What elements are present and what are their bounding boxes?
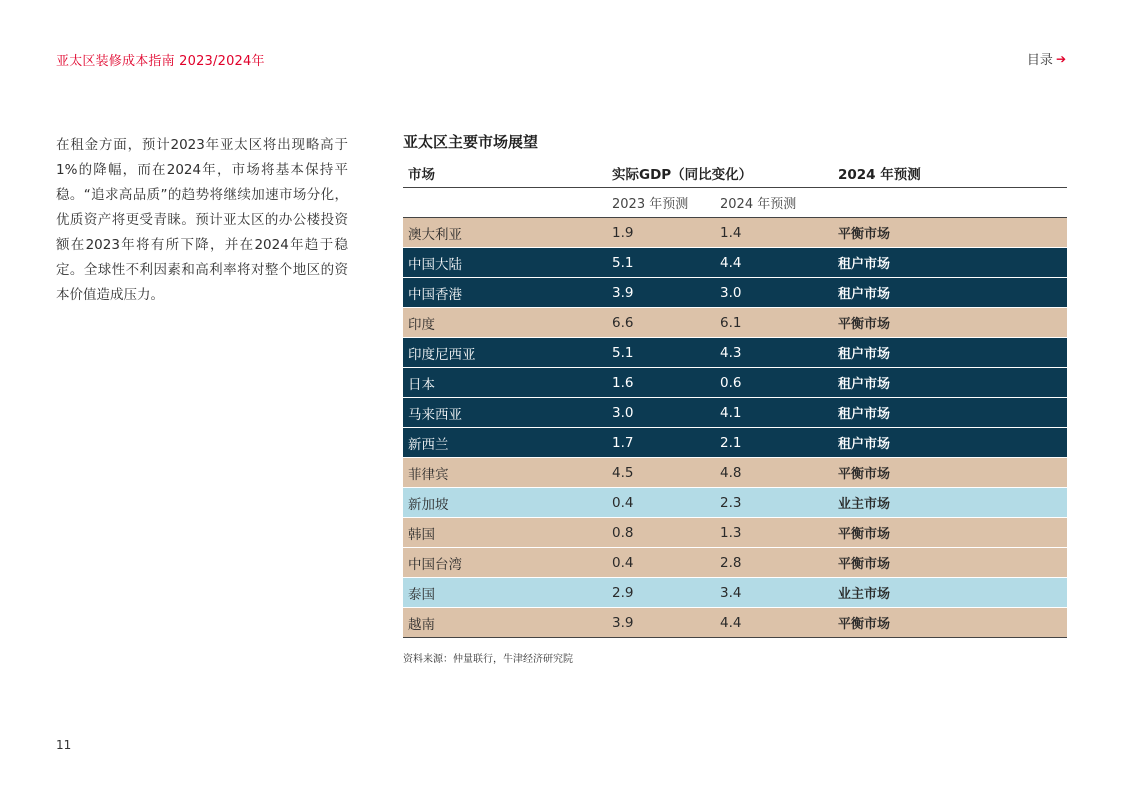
gdp-2023-cell: 1.9	[612, 224, 634, 241]
gdp-2023-cell: 1.7	[612, 434, 634, 451]
table-row	[403, 278, 1067, 308]
gdp-2023-cell: 3.9	[612, 284, 634, 301]
market-cell: 中国大陆	[408, 256, 462, 273]
table-body	[403, 218, 1067, 638]
source-note: 资料来源：仲量联行，牛津经济研究院	[403, 654, 573, 665]
table-row	[403, 338, 1067, 368]
gdp-2023-cell: 3.0	[612, 404, 634, 421]
gdp-2023-cell: 0.8	[612, 524, 634, 541]
market-cell: 新加坡	[408, 496, 449, 513]
table-row	[403, 518, 1067, 548]
header-forecast-2024: 2024 年预测	[838, 166, 921, 183]
table-row	[403, 398, 1067, 428]
table-row	[403, 218, 1067, 248]
table-row	[403, 308, 1067, 338]
gdp-2024-cell: 4.4	[720, 254, 742, 271]
gdp-2024-cell: 3.0	[720, 284, 742, 301]
table-row	[403, 548, 1067, 578]
market-cell: 越南	[408, 616, 435, 633]
subheader-gdp-2023: 2023 年预测	[612, 197, 689, 212]
toc-label: 目录	[1026, 53, 1053, 68]
table-row	[403, 428, 1067, 458]
outlook-cell: 业主市场	[838, 497, 891, 512]
gdp-2024-cell: 2.3	[720, 494, 742, 511]
gdp-2024-cell: 6.1	[720, 314, 742, 331]
outlook-cell: 平衡市场	[838, 317, 891, 332]
outlook-cell: 平衡市场	[838, 617, 891, 632]
market-cell: 印度尼西亚	[408, 346, 476, 363]
table-row	[403, 578, 1067, 608]
subheader-gdp-2024: 2024 年预测	[720, 197, 797, 212]
gdp-2024-cell: 4.4	[720, 614, 742, 631]
gdp-2023-cell: 0.4	[612, 494, 634, 511]
market-outlook-table	[403, 130, 1067, 665]
outlook-cell: 平衡市场	[838, 227, 891, 242]
gdp-2023-cell: 0.4	[612, 554, 634, 571]
table-title: 亚太区主要市场展望	[403, 133, 539, 151]
gdp-2024-cell: 1.4	[720, 224, 742, 241]
outlook-cell: 平衡市场	[838, 527, 891, 542]
outlook-cell: 租户市场	[838, 287, 891, 302]
table-row	[403, 608, 1067, 638]
gdp-2023-cell: 6.6	[612, 314, 634, 331]
document-header-title: 亚太区装修成本指南 2023/2024年	[56, 54, 265, 69]
gdp-2023-cell: 1.6	[612, 374, 634, 391]
gdp-2023-cell: 3.9	[612, 614, 634, 631]
outlook-cell: 租户市场	[838, 437, 891, 452]
market-cell: 印度	[408, 316, 435, 333]
intro-paragraph: 在租金方面，预计2023年亚太区将出现略高于1%的降幅，而在2024年，市场将基本保持平稳。“追求高品质”的趋势将继续加速市场分化，优质资产将更受青睐。预计亚太区的办公楼投资额在2023年将有所下降，并在2024年趋于稳定。全球性不利因素和高利率将对整个地区的资本价值造成压力。	[56, 137, 348, 303]
market-cell: 澳大利亚	[408, 226, 462, 243]
outlook-cell: 租户市场	[838, 407, 891, 422]
gdp-2023-cell: 4.5	[612, 464, 634, 481]
market-cell: 中国台湾	[408, 556, 462, 573]
outlook-cell: 租户市场	[838, 347, 891, 362]
gdp-2023-cell: 2.9	[612, 584, 634, 601]
table-subheader-row	[403, 188, 1067, 218]
market-cell: 韩国	[408, 526, 435, 543]
market-cell: 泰国	[408, 586, 435, 603]
table-row	[403, 368, 1067, 398]
market-cell: 中国香港	[408, 286, 462, 303]
toc-link[interactable]	[1027, 49, 1066, 68]
table-header-row	[403, 158, 1067, 188]
market-cell: 马来西亚	[408, 406, 462, 423]
table-row	[403, 488, 1067, 518]
market-cell: 菲律宾	[408, 466, 449, 483]
gdp-2024-cell: 4.1	[720, 404, 742, 421]
market-cell: 新西兰	[408, 436, 449, 453]
table-row	[403, 458, 1067, 488]
gdp-2024-cell: 2.1	[720, 434, 742, 451]
outlook-cell: 租户市场	[838, 257, 891, 272]
market-cell: 日本	[408, 376, 435, 393]
outlook-cell: 平衡市场	[838, 467, 891, 482]
page-number: 11	[56, 738, 72, 752]
header-gdp: 实际GDP（同比变化）	[612, 166, 753, 183]
header-market: 市场	[408, 166, 435, 183]
gdp-2024-cell: 4.3	[720, 344, 742, 361]
gdp-2024-cell: 0.6	[720, 374, 742, 391]
outlook-cell: 业主市场	[838, 587, 891, 602]
gdp-2024-cell: 4.8	[720, 464, 742, 481]
arrow-right-icon: ➔	[1055, 51, 1066, 66]
gdp-2024-cell: 1.3	[720, 524, 742, 541]
gdp-2023-cell: 5.1	[612, 344, 634, 361]
gdp-2024-cell: 2.8	[720, 554, 742, 571]
outlook-cell: 平衡市场	[838, 557, 891, 572]
gdp-2024-cell: 3.4	[720, 584, 742, 601]
table-row	[403, 248, 1067, 278]
gdp-2023-cell: 5.1	[612, 254, 634, 271]
outlook-cell: 租户市场	[838, 377, 891, 392]
